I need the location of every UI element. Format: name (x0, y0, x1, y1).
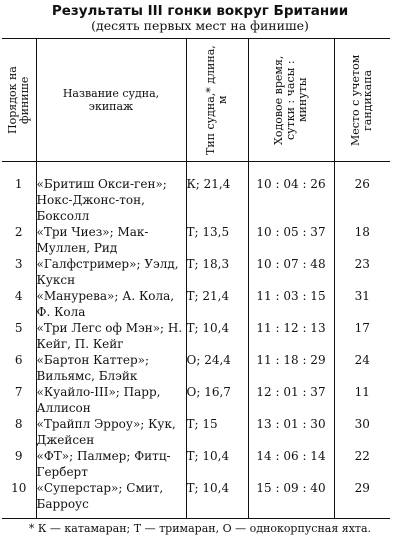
rank-cell: 4 (14, 289, 23, 303)
table-row (2, 320, 390, 352)
type-cell: Т; 10,4 (186, 320, 248, 352)
time-cell: 11 : 12 : 13 (248, 320, 334, 352)
handicap-cell: 29 (334, 480, 390, 512)
time-cell: 11 : 03 : 15 (248, 288, 334, 320)
crew-cell: «Бритиш Окси-ген»; Нокс-Джонс-тон, Боксолл (36, 176, 186, 224)
header-handicap: Место с учетом гандикапа (334, 39, 390, 162)
rank-cell: 10 (11, 481, 27, 495)
rank-cell: 7 (14, 385, 23, 399)
type-cell: О; 16,7 (186, 384, 248, 416)
header-type: Тип судна,* длина, м (186, 39, 248, 162)
table-row (2, 224, 390, 256)
table-row (2, 176, 390, 224)
time-cell: 15 : 09 : 40 (248, 480, 334, 512)
type-cell: Т; 10,4 (186, 448, 248, 480)
table-bottom-rule (2, 512, 390, 519)
handicap-cell: 24 (334, 352, 390, 384)
type-cell: О; 24,4 (186, 352, 248, 384)
handicap-cell: 31 (334, 288, 390, 320)
type-cell: Т; 18,3 (186, 256, 248, 288)
footnote: * К — катамаран; Т — тримаран, О — однокорпусная яхта. (28, 522, 372, 535)
crew-cell: «Манурева»; А. Кола, Ф. Кола (36, 288, 186, 320)
time-cell: 14 : 06 : 14 (248, 448, 334, 480)
type-cell: Т; 21,4 (186, 288, 248, 320)
crew-cell: «Куайло-III»; Парр, Аллисон (36, 384, 186, 416)
handicap-cell: 11 (334, 384, 390, 416)
crew-cell: «Суперстар»; Смит, Барроус (36, 480, 186, 512)
handicap-cell: 30 (334, 416, 390, 448)
table-row (2, 416, 390, 448)
page-subtitle: (десять первых мест на финише) (91, 18, 309, 33)
type-cell: Т; 13,5 (186, 224, 248, 256)
time-cell: 11 : 18 : 29 (248, 352, 334, 384)
crew-cell: «Три Легс оф Мэн»; Н. Кейг, П. Кейг (36, 320, 186, 352)
table-row (2, 480, 390, 512)
time-cell: 12 : 01 : 37 (248, 384, 334, 416)
time-cell: 13 : 01 : 30 (248, 416, 334, 448)
handicap-cell: 23 (334, 256, 390, 288)
table-header-row (2, 39, 390, 162)
type-cell: К; 21,4 (186, 176, 248, 224)
crew-cell: «Галфстример»; Уэлд, Куксн (36, 256, 186, 288)
handicap-cell: 17 (334, 320, 390, 352)
handicap-cell: 22 (334, 448, 390, 480)
rank-cell: 3 (14, 257, 23, 271)
header-time: Ходовое время, сутки : часы : минуты (248, 39, 334, 162)
crew-cell: «Бартон Каттер»; Вильямс, Блэйк (36, 352, 186, 384)
rank-cell: 1 (14, 177, 23, 191)
time-cell: 10 : 05 : 37 (248, 224, 334, 256)
rank-cell: 6 (14, 353, 23, 367)
handicap-cell: 26 (334, 176, 390, 224)
header-name: Название судна, экипаж (36, 39, 186, 162)
rank-cell: 9 (14, 449, 23, 463)
header-rank: Порядок на финише (2, 39, 36, 162)
table-row (2, 448, 390, 480)
time-cell: 10 : 07 : 48 (248, 256, 334, 288)
rank-cell: 5 (14, 321, 23, 335)
handicap-cell: 18 (334, 224, 390, 256)
results-table (2, 38, 390, 519)
crew-cell: «Три Чиез»; Мак-Муллен, Рид (36, 224, 186, 256)
rank-cell: 8 (14, 417, 23, 431)
crew-cell: «Трайпл Эрроу»; Кук, Джейсен (36, 416, 186, 448)
page-title: Результаты III гонки вокруг Британии (51, 3, 349, 19)
table-row (2, 384, 390, 416)
table-row (2, 256, 390, 288)
type-cell: Т; 10,4 (186, 480, 248, 512)
crew-cell: «ФТ»; Палмер; Фитц-Герберт (36, 448, 186, 480)
type-cell: Т; 15 (186, 416, 248, 448)
table-spacer (2, 162, 390, 177)
time-cell: 10 : 04 : 26 (248, 176, 334, 224)
table-row (2, 288, 390, 320)
table-row (2, 352, 390, 384)
rank-cell: 2 (14, 225, 23, 239)
